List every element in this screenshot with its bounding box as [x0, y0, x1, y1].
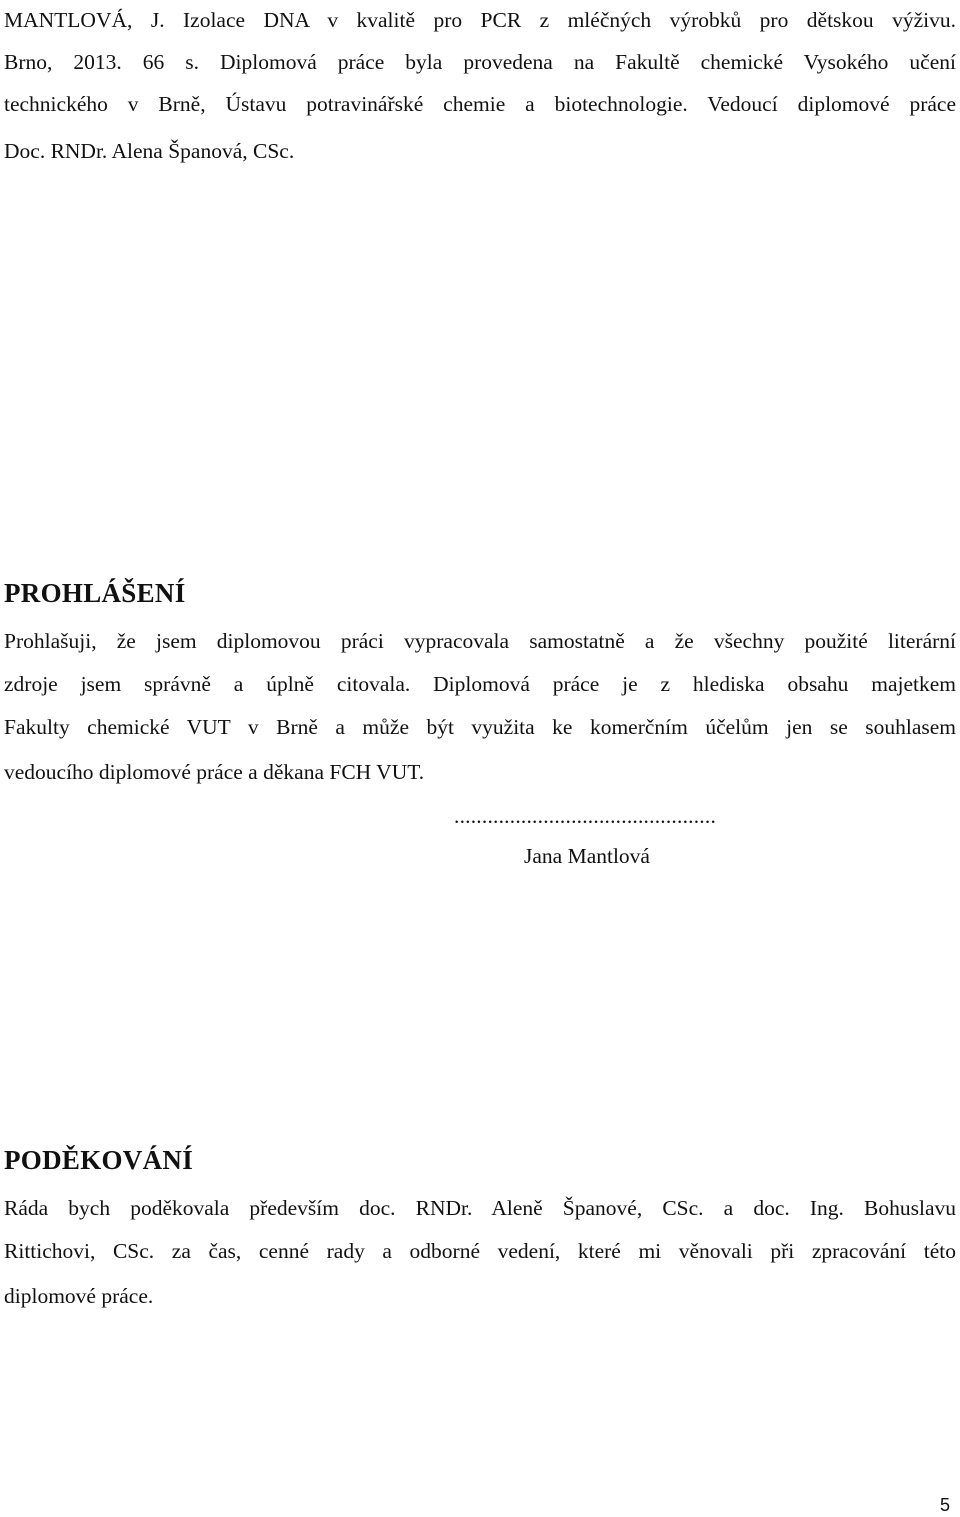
declaration-line-4: vedoucího diplomové práce a děkana FCH VUT. [4, 760, 425, 784]
declaration-line-2: zdroje jsem správně a úplně citovala. Diplomová práce je z hlediska obsahu majetkem [4, 672, 956, 696]
declaration-heading: PROHLÁŠENÍ [4, 578, 186, 608]
signature-line: ............................................... [454, 804, 717, 828]
acknowledgement-heading: PODĚKOVÁNÍ [4, 1145, 194, 1175]
citation-line-4: Doc. RNDr. Alena Španová, CSc. [4, 139, 295, 163]
declaration-line-1: Prohlašuji, že jsem diplomovou práci vypracovala samostatně a že všechny použité literární [4, 629, 956, 653]
citation-line-1: MANTLOVÁ, J. Izolace DNA v kvalitě pro PCR z mléčných výrobků pro dětskou výživu. [4, 8, 956, 32]
acknowledgement-line-2: Rittichovi, CSc. za čas, cenné rady a odborné vedení, které mi věnovali při zpracování této [4, 1239, 956, 1263]
acknowledgement-line-1: Ráda bych poděkovala především doc. RNDr. Aleně Španové, CSc. a doc. Ing. Bohuslavu [4, 1196, 956, 1220]
citation-line-2: Brno, 2013. 66 s. Diplomová práce byla provedena na Fakultě chemické Vysokého učení [4, 50, 956, 74]
page-number: 5 [940, 1495, 951, 1515]
acknowledgement-line-3: diplomové práce. [4, 1284, 154, 1308]
citation-line-3: technického v Brně, Ústavu potravinářské chemie a biotechnologie. Vedoucí diplomové práce [4, 92, 956, 116]
signature-name: Jana Mantlová [524, 844, 650, 868]
declaration-line-3: Fakulty chemické VUT v Brně a může být využita ke komerčním účelům jen se souhlasem [4, 715, 956, 739]
